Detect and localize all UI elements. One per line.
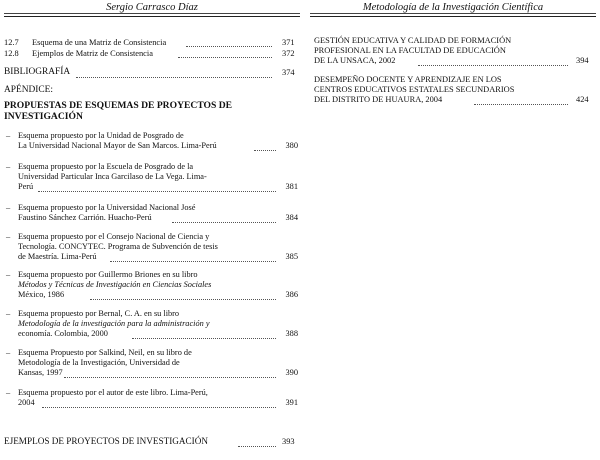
toc-page: 371 — [282, 38, 295, 47]
item-line: Esquema propuesto por el Consejo Nacional de Ciencia y — [18, 232, 210, 241]
section-title: PROPUESTAS DE ESQUEMAS DE PROYECTOS DE — [4, 100, 233, 111]
toc-title: Ejemplos de Matriz de Consistencia — [32, 49, 153, 58]
toc-item: – Esquema propuesto por la Escuela de Posgrado de la Universidad Particular Inca Garcilaso de La Vega. Lima- Perú 381 — [6, 162, 298, 191]
entry-line: DESEMPEÑO DOCENTE Y APRENDIZAJE EN LOS — [314, 75, 502, 84]
item-line: Tecnología. CONCYTEC. Programa de Subvención de tesis — [18, 242, 218, 251]
toc-item: – Esquema propuesto por la Universidad Nacional José Faustino Sánchez Carrión. Huacho-Perú 384 — [6, 203, 298, 222]
item-line: de Maestría. Lima-Perú — [18, 252, 97, 261]
item-line-italic: Metodología de la investigación para la administración y — [18, 319, 210, 328]
toc-title: Esquema de una Matriz de Consistencia — [32, 38, 167, 47]
item-line: Esquema propuesto por la Unidad de Posgrado de — [18, 131, 184, 140]
entry-line: PROFESIONAL EN LA FACULTAD DE EDUCACIÓN — [314, 46, 506, 55]
item-line: Metodología de la Investigación, Universidad de — [18, 358, 180, 367]
entry-line: DEL DISTRITO DE HUAURA, 2004 — [314, 95, 443, 104]
leader-dots — [42, 406, 276, 408]
item-line: Esquema propuesto por la Escuela de Posgrado de la — [18, 162, 194, 171]
entry-page: 424 — [576, 95, 589, 104]
item-page: 386 — [285, 290, 298, 299]
item-line: Esquema Propuesto por Salkind, Neil, en su libro de — [18, 348, 192, 357]
appendix-label: APÉNDICE: — [4, 85, 53, 95]
running-header-right: Metodología de la Investigación Científica — [310, 2, 596, 17]
examples-title: EJEMPLOS DE PROYECTOS DE INVESTIGACIÓN — [4, 436, 209, 446]
leader-dots — [172, 221, 276, 223]
toc-item: – Esquema Propuesto por Salkind, Neil, en su libro de Metodología de la Investigación, Universidad de Kansas, 1997 390 — [6, 348, 298, 377]
right-page — [306, 0, 600, 460]
toc-num: 12.8 — [4, 49, 19, 58]
item-line: La Universidad Nacional Mayor de San Marcos. Lima-Perú — [18, 141, 217, 150]
examples-page: 393 — [282, 437, 295, 446]
leader-dots — [178, 56, 272, 58]
item-line-italic: Métodos y Técnicas de Investigación en Ciencias Sociales — [18, 280, 212, 289]
item-line: México, 1986 — [18, 290, 65, 299]
section-title: INVESTIGACIÓN — [4, 111, 83, 122]
entry-line: CENTROS EDUCATIVOS ESTATALES SECUNDARIOS — [314, 85, 515, 94]
bibliography-title: BIBLIOGRAFÍA — [4, 67, 71, 77]
leader-dots — [38, 190, 276, 192]
toc-item: – Esquema propuesto por el autor de este libro. Lima-Perú, 2004 391 — [6, 388, 298, 407]
toc-item: – Esquema propuesto por Bernal, C. A. en su libro Metodología de la investigación para la administración y economía. Colombia, 2000 388 — [6, 309, 298, 338]
leader-dots — [132, 337, 276, 339]
item-page: 390 — [285, 368, 298, 377]
leader-dots — [254, 149, 276, 151]
item-line: Esquema propuesto por el autor de este libro. Lima-Perú, — [18, 388, 208, 397]
leader-dots — [186, 45, 272, 47]
item-page: 384 — [285, 213, 298, 222]
leader-dots — [418, 64, 568, 66]
leader-dots — [474, 103, 568, 105]
entry-page: 394 — [576, 56, 589, 65]
item-line: Esquema propuesto por la Universidad Nacional José — [18, 203, 196, 212]
toc-item: – Esquema propuesto por el Consejo Nacional de Ciencia y Tecnología. CONCYTEC. Programa de Subvención de tesis de Maestría. Lima-Perú 385 — [6, 232, 298, 261]
item-line: Kansas, 1997 — [18, 368, 63, 377]
item-line: economía. Colombia, 2000 — [18, 329, 108, 338]
item-line: 2004 — [18, 398, 35, 407]
item-line: Esquema propuesto por Guillermo Briones en su libro — [18, 270, 198, 279]
item-line: Esquema propuesto por Bernal, C. A. en su libro — [18, 309, 180, 318]
entry-line: GESTIÓN EDUCATIVA Y CALIDAD DE FORMACIÓN — [314, 36, 512, 45]
item-page: 380 — [285, 141, 298, 150]
toc-page: 372 — [282, 49, 295, 58]
toc-item: – Esquema propuesto por Guillermo Briones en su libro Métodos y Técnicas de Investigación en Ciencias Sociales México, 1986 386 — [6, 270, 298, 299]
running-header-left: Sergio Carrasco Díaz — [4, 2, 300, 17]
bibliography-page: 374 — [282, 68, 295, 77]
leader-dots — [64, 376, 276, 378]
item-line: Perú — [18, 182, 34, 191]
toc-item: – Esquema propuesto por la Unidad de Posgrado de La Universidad Nacional Mayor de San Marcos. Lima-Perú 380 — [6, 131, 298, 150]
item-page: 391 — [285, 398, 298, 407]
item-line: Faustino Sánchez Carrión. Huacho-Perú — [18, 213, 152, 222]
leader-dots — [238, 445, 276, 447]
leader-dots — [90, 298, 276, 300]
leader-dots — [110, 260, 276, 262]
toc-num: 12.7 — [4, 38, 19, 47]
item-line: Universidad Particular Inca Garcilaso de La Vega. Lima- — [18, 172, 207, 181]
entry-line: DE LA UNSACA, 2002 — [314, 56, 396, 65]
leader-dots — [76, 76, 272, 78]
item-page: 388 — [285, 329, 298, 338]
item-page: 385 — [285, 252, 298, 261]
item-page: 381 — [285, 182, 298, 191]
